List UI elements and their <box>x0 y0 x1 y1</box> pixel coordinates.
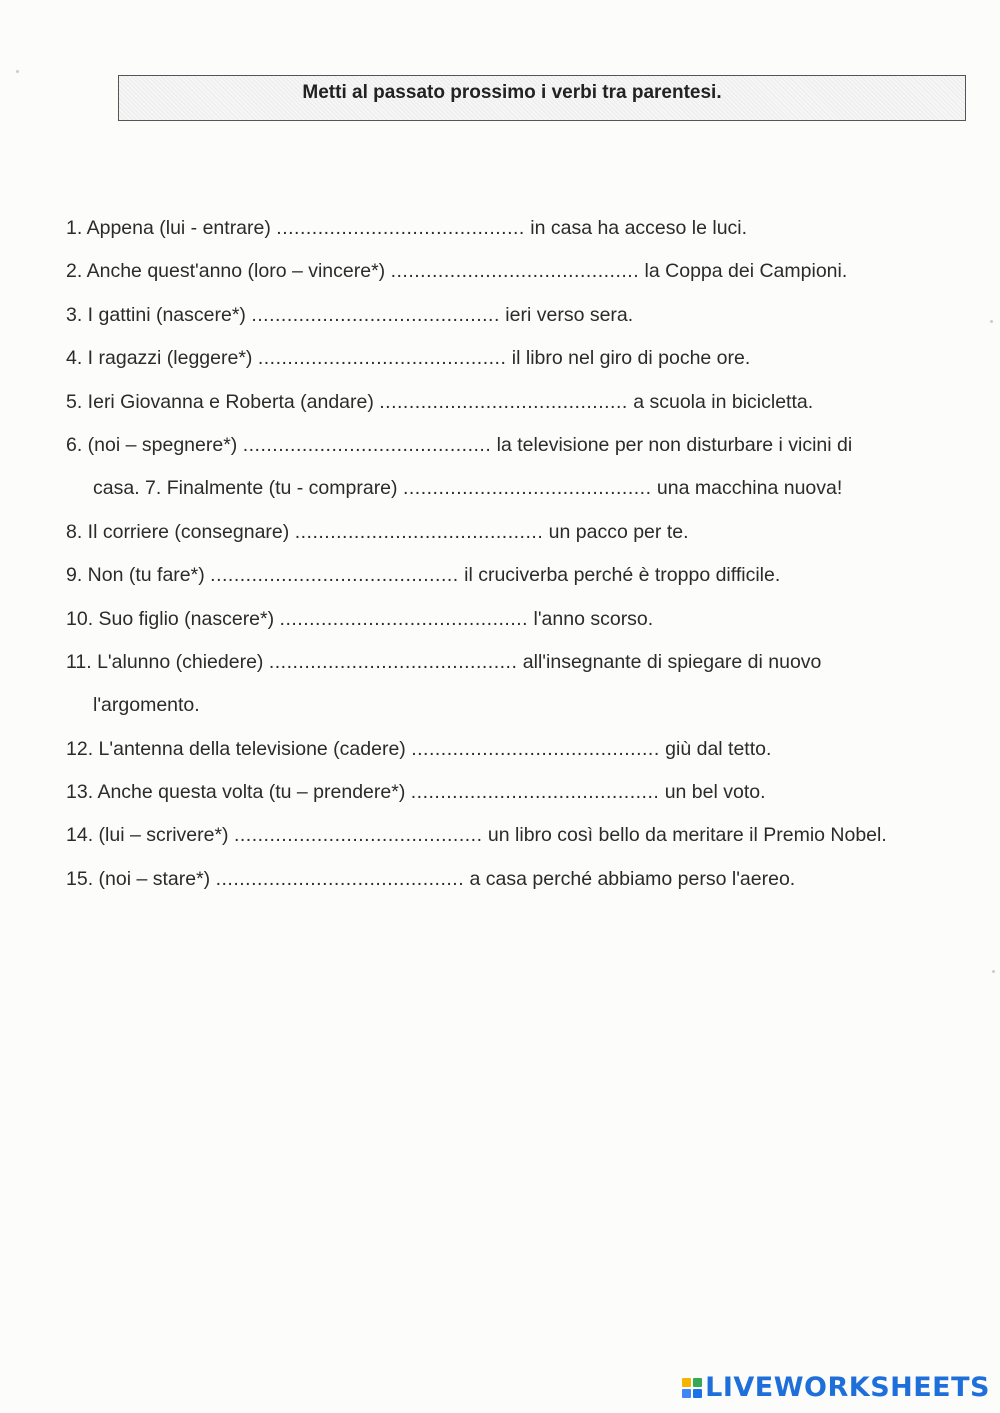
exercise-line-4 <box>66 337 966 380</box>
exercise-text: 13. Anche questa volta (tu – prendere*) <box>66 781 411 804</box>
exercise-text: 2. Anche quest'anno (loro – vincere*) <box>66 260 391 283</box>
exercise-text: il cruciverba perché è troppo difficile. <box>458 564 781 587</box>
exercise-line-13 <box>66 771 966 814</box>
exercise-line-3 <box>66 294 966 337</box>
exercise-line-11-continued <box>66 684 966 727</box>
exercise-line-1 <box>66 207 966 250</box>
exercise-text: 5. Ieri Giovanna e Roberta (andare) <box>66 390 380 413</box>
answer-blank[interactable]: .......................................... <box>242 433 492 456</box>
exercise-text: 10. Suo figlio (nascere*) <box>66 607 280 630</box>
exercise-text: il libro nel giro di poche ore. <box>506 347 751 370</box>
exercise-text: un libro così bello da meritare il Premio Nobel. <box>482 824 887 847</box>
exercise-line-12 <box>66 728 966 771</box>
instruction-title: Metti al passato prossimo i verbi tra parentesi. <box>302 82 722 103</box>
exercise-line-9 <box>66 554 966 597</box>
exercise-text: all'insegnante di spiegare di nuovo <box>517 650 822 673</box>
exercise-line-14 <box>66 814 966 857</box>
answer-blank[interactable]: .......................................... <box>390 260 640 283</box>
answer-blank[interactable]: .......................................... <box>279 607 529 630</box>
exercise-line-11 <box>66 641 966 684</box>
answer-blank[interactable]: .......................................... <box>268 650 518 673</box>
answer-blank[interactable]: .......................................... <box>251 303 500 326</box>
exercise-line-2 <box>66 250 966 293</box>
exercise-text: 9. Non (tu fare*) <box>66 564 211 587</box>
exercise-text: a scuola in bicicletta. <box>627 390 814 413</box>
scan-speck <box>16 70 19 73</box>
exercise-line-5 <box>66 381 966 424</box>
exercise-text: 12. L'antenna della televisione (cadere) <box>66 737 412 760</box>
liveworksheets-logo-icon <box>682 1378 702 1398</box>
exercise-text: l'argomento. <box>93 694 200 717</box>
exercise-text: una macchina nuova! <box>651 477 843 500</box>
answer-blank[interactable]: .......................................... <box>276 217 525 239</box>
scan-speck <box>990 320 993 323</box>
exercise-text: 15. (noi – stare*) <box>66 867 216 890</box>
exercise-text: la televisione per non disturbare i vicini di <box>491 433 853 456</box>
exercise-text: 4. I ragazzi (leggere*) <box>66 347 258 370</box>
exercise-text: 1. Appena (lui - entrare) <box>66 217 277 239</box>
exercise-text: un bel voto. <box>659 781 766 804</box>
answer-blank[interactable]: .......................................... <box>233 824 483 847</box>
answer-blank[interactable]: .......................................... <box>210 564 459 587</box>
answer-blank[interactable]: .......................................... <box>257 347 507 370</box>
exercise-text: 14. (lui – scrivere*) <box>66 824 234 847</box>
exercise-text: 8. Il corriere (consegnare) <box>66 520 295 543</box>
exercise-text: la Coppa dei Campioni. <box>639 260 848 283</box>
exercise-text: l'anno scorso. <box>528 607 654 630</box>
exercise-line-6 <box>66 424 966 467</box>
exercise-list <box>66 207 966 901</box>
exercise-text: in casa ha acceso le luci. <box>524 217 748 239</box>
exercise-line-10 <box>66 598 966 641</box>
exercise-line-8 <box>66 511 966 554</box>
answer-blank[interactable]: .......................................... <box>411 737 660 760</box>
exercise-line-7 <box>66 467 966 510</box>
exercise-text: ieri verso sera. <box>499 303 634 326</box>
exercise-text: casa. 7. Finalmente (tu - comprare) <box>93 477 403 500</box>
exercise-text: 3. I gattini (nascere*) <box>66 303 252 326</box>
liveworksheets-logo[interactable] <box>682 1372 990 1403</box>
logo-text: LIVEWORKSHEETS <box>705 1372 990 1403</box>
answer-blank[interactable]: .......................................... <box>402 477 652 500</box>
instruction-box <box>118 75 966 121</box>
exercise-text: 6. (noi – spegnere*) <box>66 433 243 456</box>
exercise-text: un pacco per te. <box>543 520 689 543</box>
answer-blank[interactable]: .......................................... <box>379 390 628 413</box>
answer-blank[interactable]: .......................................... <box>410 781 660 804</box>
exercise-text: giù dal tetto. <box>659 737 772 760</box>
exercise-text: 11. L'alunno (chiedere) <box>66 650 269 673</box>
exercise-line-15 <box>66 858 966 901</box>
answer-blank[interactable]: .......................................... <box>294 520 544 543</box>
exercise-text: a casa perché abbiamo perso l'aereo. <box>464 867 796 890</box>
scan-speck <box>992 970 995 973</box>
answer-blank[interactable]: .......................................... <box>215 867 465 890</box>
